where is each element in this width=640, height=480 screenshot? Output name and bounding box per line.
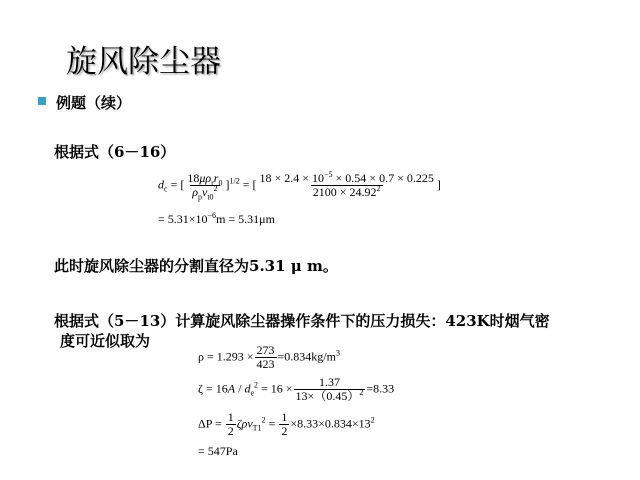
slide-subtitle: 例题（续）: [56, 94, 132, 112]
eq-rho-lhs: ρ = 1.293 ×: [198, 349, 254, 364]
eq-dp-rhs: ×8.33×0.834×13: [290, 416, 371, 431]
eq-dp-num: 1: [281, 410, 288, 424]
eq-zeta-rhs: =8.33: [366, 381, 395, 396]
eq1-tail: m = 5.31μm: [216, 212, 275, 226]
pressure-loss-statement-line2: 度可近似取为: [60, 332, 151, 350]
eq-rho-num: 273: [256, 343, 275, 357]
eq1-den-inner: 2100 × 24.92: [312, 185, 377, 199]
eq-zeta-lhs: ζ = 16: [198, 381, 228, 396]
equation-zeta: $\zeta = 16A / d_e^2 = 16$ × $\frac{1.37}{13\times(0.45)^2}$ =8.33: [198, 375, 395, 403]
cut-diameter-statement: 此时旋风除尘器的分割直径为5.31 μ m。: [54, 257, 338, 275]
equation-dc: $d_c$ = [ $\frac{18\mu\rho_rr_0}{\rho_pv_{t0}^2}$ ]$^{1/2}$ = [ $\frac{18 \times 2.4 \times 10^{-5} \times 0.54 \times 0.7 \times 0.225}{2100 \times 24.92^2}$ ]: [158, 170, 441, 202]
eq-dp-lhs: ΔP =: [198, 416, 222, 431]
equation-dc-result: [158, 212, 275, 226]
formula-reference-line: 根据式（6－16）: [54, 143, 176, 161]
eq1-exp: −6: [207, 211, 217, 220]
eq-zeta-num: 1.37: [318, 375, 340, 389]
eq-rho-den: 423: [256, 357, 275, 371]
equation-delta-p: ΔP = $\frac{1}{2}$ ζρv$_{T1}^2$ = $\frac{1}{2}$ $\times 8.33\times 0.834\times 13^2$: [198, 410, 375, 438]
eq1-num-tail: × 0.54 × 0.7 × 0.225: [332, 171, 434, 185]
bullet-icon: [38, 97, 46, 105]
equation-rho: ρ = 1.293 × $\frac{273}{423}$ $=0.834kg/m^3$: [198, 343, 340, 371]
equation-delta-p-result: = 547Pa: [198, 444, 238, 458]
eq-zeta-den: 13×（0.45）: [295, 389, 360, 403]
eq1-num-exp: −5: [324, 170, 333, 179]
slide-title: 旋风除尘器: [66, 44, 221, 80]
pressure-loss-statement-line1: 根据式（5－13）计算旋风除尘器操作条件下的压力损失：423K时烟气密: [54, 312, 550, 330]
eq-rho-rhs: =0.834kg/m: [277, 349, 336, 364]
eq-dp-den: 2: [281, 424, 288, 438]
eq1-result: = 5.31×10: [158, 212, 208, 226]
eq1-num-inner: 18 × 2.4 × 10: [259, 171, 325, 185]
